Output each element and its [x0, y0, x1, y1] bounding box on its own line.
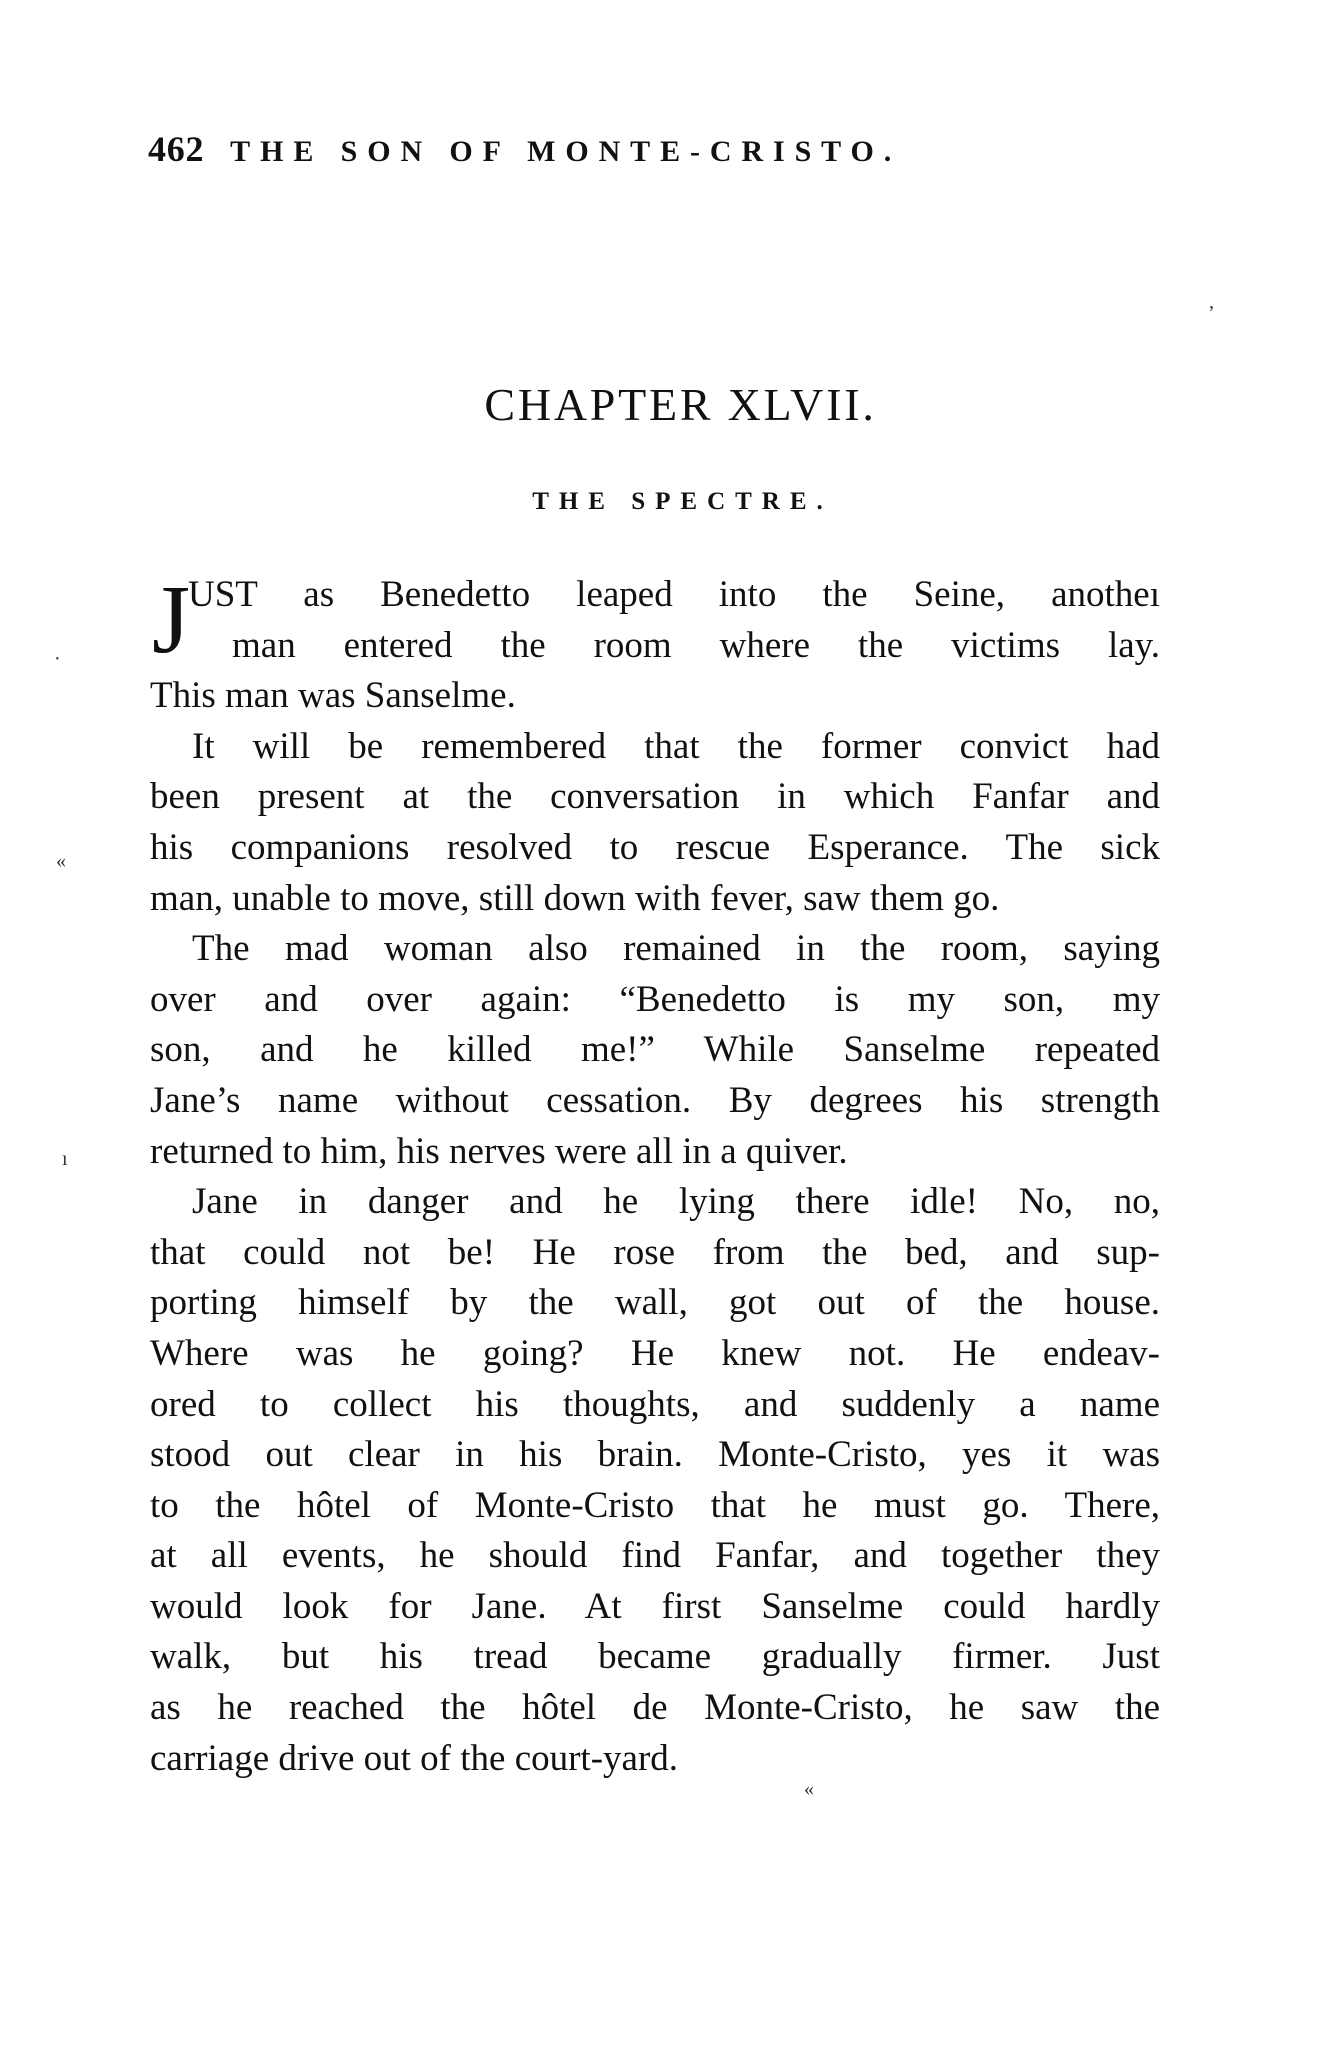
text-line: as he reached the hôtel de Monte-Cristo, he saw the [150, 1687, 1160, 1729]
text-line: man, unable to move, still down with fever, saw them go. [150, 877, 1000, 919]
stray-mark: · [54, 648, 61, 670]
text-line: to the hôtel of Monte-Cristo that he must go. There, [150, 1484, 1160, 1526]
text-line: would look for Jane. At first Sanselme could hardly [150, 1585, 1160, 1627]
text-line: It will be remembered that the former convict had [192, 725, 1160, 767]
drop-cap: J [152, 566, 191, 674]
text-line: UST as Benedetto leaped into the Seine, anotheı [188, 574, 1160, 615]
stray-mark: ı [62, 1148, 68, 1170]
page-number: 462 [148, 129, 205, 169]
text-line: son, and he killed me!” While Sanselme repeated [150, 1029, 1160, 1071]
text-line: at all events, he should find Fanfar, and together they [150, 1535, 1160, 1577]
running-title: THE SON OF MONTE-CRISTO. [230, 135, 902, 168]
stray-mark: « [56, 850, 66, 872]
text-line: returned to him, his nerves were all in a quiver. [150, 1130, 848, 1172]
text-line: been present at the conversation in which Fanfar and [150, 776, 1160, 818]
running-head [148, 128, 1158, 170]
chapter-subtitle: THE SPECTRE. [532, 488, 833, 515]
text-line: The mad woman also remained in the room, saying [192, 928, 1160, 970]
text-line: his companions resolved to rescue Esperance. The sick [150, 826, 1160, 868]
stray-mark: ’ [1208, 302, 1215, 324]
text-line: walk, but his tread became gradually firmer. Just [150, 1636, 1160, 1678]
chapter-heading: CHAPTER XLVII. [484, 379, 877, 430]
text-line: over and over again: “Benedetto is my son, my [150, 978, 1160, 1020]
opening-paragraph [150, 566, 1160, 722]
text-line: Jane’s name without cessation. By degrees his strength [150, 1079, 1160, 1121]
body-text [150, 566, 1160, 1784]
text-line: porting himself by the wall, got out of the house. [150, 1282, 1160, 1324]
text-line: Jane in danger and he lying there idle! No, no, [192, 1181, 1160, 1223]
text-line: man entered the room where the victims lay. [232, 624, 1160, 666]
text-line: Where was he going? He knew not. He endeav- [150, 1332, 1160, 1374]
text-line: This man was Sanselme. [150, 675, 516, 717]
text-line: stood out clear in his brain. Monte-Cristo, yes it was [150, 1434, 1160, 1476]
text-line: that could not be! He rose from the bed, and sup- [150, 1231, 1160, 1273]
text-line: carriage drive out of the court-yard. [150, 1737, 679, 1779]
stray-mark: « [804, 1778, 814, 1800]
text-line: ored to collect his thoughts, and suddenly a name [150, 1383, 1160, 1425]
